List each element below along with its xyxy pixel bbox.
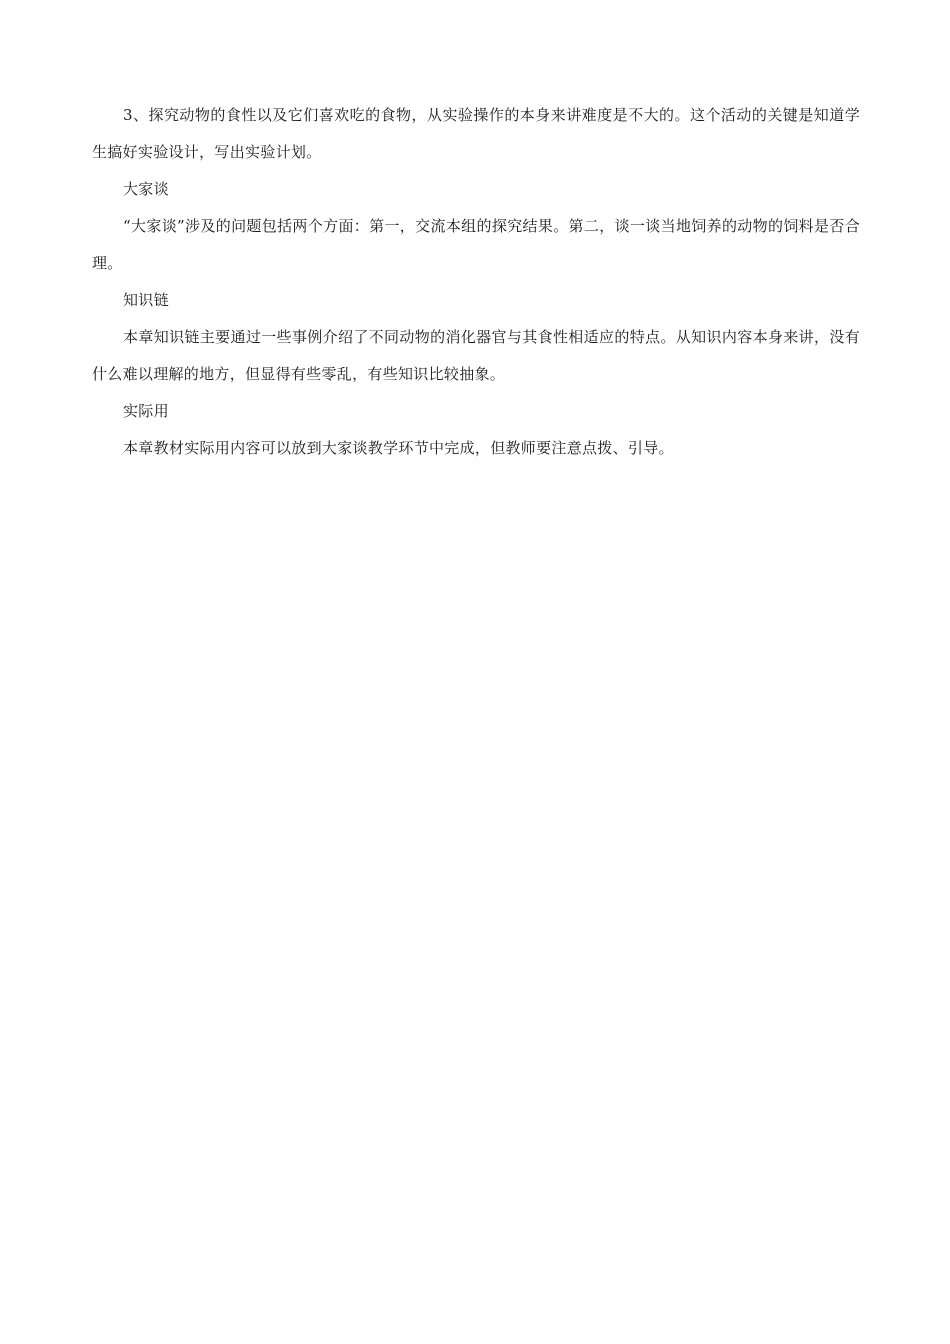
- section-heading-knowledge-chain: 知识链: [123, 291, 169, 309]
- paragraph-practical-use: 本章教材实际用内容可以放到大家谈教学环节中完成，但教师要注意点拨、引导。: [123, 439, 674, 457]
- document-body: [92, 97, 860, 467]
- paragraph-discussion: “大家谈”涉及的问题包括两个方面：第一，交流本组的探究结果。第二，谈一谈当地饲养的动物的饲料是否合理。: [92, 217, 860, 272]
- paragraph-knowledge-chain: 本章知识链主要通过一些事例介绍了不同动物的消化器官与其食性相适应的特点。从知识内容本身来讲，没有什么难以理解的地方，但显得有些零乱，有些知识比较抽象。: [92, 328, 860, 383]
- section-heading-practical-use: 实际用: [123, 402, 169, 420]
- paragraph-experiment-difficulty: 3、探究动物的食性以及它们喜欢吃的食物，从实验操作的本身来讲难度是不大的。这个活动的关键是知道学生搞好实验设计，写出实验计划。: [92, 106, 860, 161]
- section-heading-discussion: 大家谈: [123, 180, 169, 198]
